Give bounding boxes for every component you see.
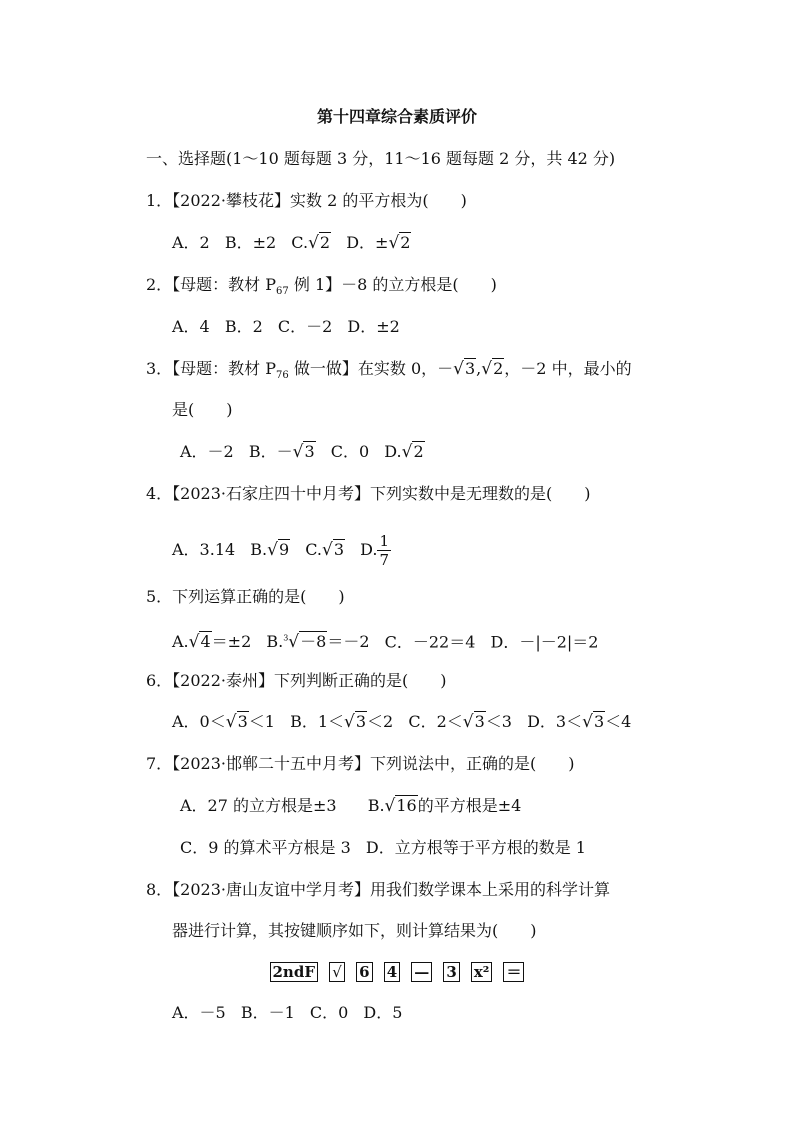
key-2ndf: 2ndF [270, 962, 318, 982]
question-1-options [172, 232, 411, 254]
option-c: C．－22＝4 [384, 632, 476, 652]
option-d: D．立方根等于平方根的数是 1 [365, 838, 586, 857]
option-d: D．3＜√3＜4 [527, 712, 632, 732]
question-1-stem: 1．【2022·攀枝花】实数 2 的平方根为( ) [146, 191, 467, 210]
option-d: D. $\frac{1}{7}$ [360, 532, 390, 569]
option-d: D．±2 [347, 317, 400, 336]
key-6: 6 [356, 962, 372, 982]
option-c: C．0 [309, 1003, 349, 1022]
option-a: A.√4＝±2 [172, 632, 252, 653]
option-b: B．2 [224, 317, 263, 336]
option-b: B．－1 [240, 1003, 295, 1022]
option-a: A．2 [172, 233, 210, 252]
option-a: A．－2 [180, 442, 234, 461]
option-b: B．－√3 [248, 442, 315, 462]
question-2-stem: 2．【母题：教材 $P_{67}$ 例 1】－8 的立方根是( ) [146, 275, 497, 298]
question-2-options [172, 316, 400, 338]
question-7-options-row2 [180, 837, 586, 859]
option-d: D.√2 [384, 442, 424, 462]
question-7-options-row1 [180, 795, 521, 817]
option-d: D．±√2 [346, 233, 411, 253]
option-b: B.√9 [250, 540, 290, 560]
key-equals: ＝ [503, 962, 524, 982]
question-6-options [172, 711, 631, 733]
option-a: A．27 的立方根是±3 [180, 796, 337, 815]
question-3-stem: 3．【母题：教材 $P_{76}$ 做一做】在实数 0，－√3,√2，－2 中，最小的 [146, 359, 632, 382]
question-8-stem: 8．【2023·唐山友谊中学月考】用我们数学课本上采用的科学计算 [146, 880, 610, 899]
option-c: C．0 [330, 442, 370, 461]
option-a: A．3.14 [172, 540, 236, 559]
question-3-options [180, 441, 425, 463]
question-8-options [172, 1002, 402, 1024]
option-c: C．9 的算术平方根是 3 [180, 838, 351, 857]
option-c: C.√3 [305, 540, 345, 560]
option-a: A．0＜√3＜1 [172, 712, 275, 732]
question-8-stem-continued: 器进行计算，其按键顺序如下，则计算结果为( ) [172, 921, 537, 940]
option-b: B.√16的平方根是±4 [367, 796, 522, 816]
question-3-stem-continued: 是( ) [172, 400, 233, 419]
page-title: 第十四章综合素质评价 [316, 107, 477, 126]
question-4-options [172, 532, 391, 569]
option-b: B．1＜√3＜2 [290, 712, 394, 732]
calculator-key-sequence [0, 960, 794, 982]
key-x-squared: x² [471, 962, 493, 982]
key-root: √ [329, 962, 345, 982]
key-4: 4 [384, 962, 400, 982]
option-d: D．－|－2|＝2 [490, 632, 599, 652]
question-5-stem: 5．下列运算正确的是( ) [146, 587, 345, 606]
option-c: C．－2 [277, 317, 333, 336]
option-b: B．±2 [224, 233, 277, 252]
option-c: C．2＜√3＜3 [408, 712, 512, 732]
option-b: B.$^3$√－8＝－2 [266, 632, 370, 653]
option-a: A．－5 [172, 1003, 226, 1022]
option-a: A．4 [172, 317, 210, 336]
option-d: D．5 [363, 1003, 403, 1022]
question-6-stem: 6．【2022·泰州】下列判断正确的是( ) [146, 671, 447, 690]
key-minus: — [411, 962, 432, 982]
key-3: 3 [443, 962, 459, 982]
question-7-stem: 7．【2023·邯郸二十五中月考】下列说法中，正确的是( ) [146, 754, 575, 773]
question-5-options [172, 628, 598, 653]
question-4-stem: 4．【2023·石家庄四十中月考】下列实数中是无理数的是( ) [146, 484, 591, 503]
section-heading: 一、选择题(1～10 题每题 3 分，11～16 题每题 2 分，共 42 分) [146, 149, 616, 168]
option-c: C.√2 [291, 233, 331, 253]
